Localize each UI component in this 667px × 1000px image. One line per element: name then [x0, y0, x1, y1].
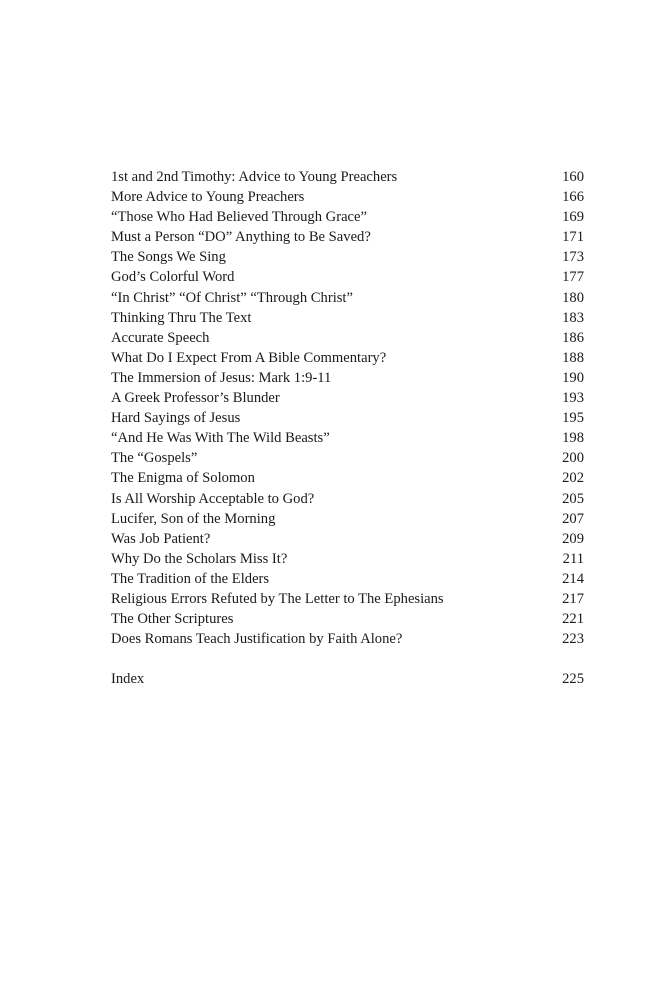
toc-entry	[111, 549, 584, 569]
toc-entry-page: 207	[562, 510, 584, 527]
toc-entry-page: 177	[562, 269, 584, 286]
toc-entry-title: “Those Who Had Believed Through Grace”	[111, 209, 367, 226]
toc-entry-page: 188	[562, 349, 584, 366]
toc-entry-title: Why Do the Scholars Miss It?	[111, 550, 288, 567]
toc-entry-title: God’s Colorful Word	[111, 269, 235, 286]
toc-entry-page: 221	[562, 611, 584, 628]
toc-entry-title: “And He Was With The Wild Beasts”	[111, 430, 330, 447]
toc-entry	[111, 247, 584, 267]
toc-entry-index	[111, 669, 584, 689]
toc-entry-page: 193	[562, 390, 584, 407]
toc-entry	[111, 308, 584, 328]
toc-entry-title: What Do I Expect From A Bible Commentary?	[111, 349, 387, 366]
toc-entry-page: 160	[562, 169, 584, 185]
toc-entry	[111, 489, 584, 509]
toc-entry	[111, 167, 584, 187]
toc-entry-title: Does Romans Teach Justification by Faith Alone?	[111, 631, 403, 648]
table-of-contents	[111, 167, 584, 689]
toc-entry-title: Was Job Patient?	[111, 530, 211, 547]
toc-index-title: Index	[111, 671, 145, 688]
toc-entry-page: 183	[562, 309, 584, 326]
toc-entry	[111, 388, 584, 408]
toc-entry-page: 223	[562, 631, 584, 648]
toc-entry	[111, 428, 584, 448]
toc-entry-title: Lucifer, Son of the Morning	[111, 510, 276, 527]
toc-entry	[111, 569, 584, 589]
toc-entry	[111, 288, 584, 308]
toc-entry	[111, 629, 584, 649]
toc-entry-page: 198	[562, 430, 584, 447]
toc-entry-page: 217	[562, 590, 584, 607]
toc-entry-page: 171	[562, 229, 584, 246]
toc-entry-page: 166	[562, 189, 584, 206]
toc-entry-page: 180	[562, 289, 584, 306]
toc-entry-page: 211	[562, 550, 584, 567]
toc-entry	[111, 448, 584, 468]
toc-entry	[111, 509, 584, 529]
toc-entry-title: Must a Person “DO” Anything to Be Saved?	[111, 229, 371, 246]
toc-entry-title: The Other Scriptures	[111, 611, 234, 628]
toc-entry-page: 214	[562, 570, 584, 587]
toc-entry	[111, 529, 584, 549]
section-spacer	[111, 649, 584, 669]
toc-entry-title: The Immersion of Jesus: Mark 1:9-11	[111, 369, 332, 386]
toc-entry-page: 190	[562, 369, 584, 386]
toc-entry	[111, 328, 584, 348]
toc-entry-title: Thinking Thru The Text	[111, 309, 252, 326]
toc-entry-page: 202	[562, 470, 584, 487]
toc-entry	[111, 348, 584, 368]
toc-entry	[111, 267, 584, 287]
toc-entry	[111, 207, 584, 227]
toc-entry-page: 205	[562, 490, 584, 507]
toc-entry-title: More Advice to Young Preachers	[111, 189, 305, 206]
toc-entry-page: 169	[562, 209, 584, 226]
toc-entry	[111, 187, 584, 207]
toc-entry	[111, 609, 584, 629]
toc-entry-title: Hard Sayings of Jesus	[111, 410, 241, 427]
toc-index-page: 225	[562, 671, 584, 688]
toc-entry-title: 1st and 2nd Timothy: Advice to Young Preachers	[111, 169, 398, 185]
toc-entry-page: 195	[562, 410, 584, 427]
toc-entry	[111, 408, 584, 428]
toc-entry-page: 209	[562, 530, 584, 547]
toc-entry-title: The Enigma of Solomon	[111, 470, 255, 487]
toc-entry	[111, 468, 584, 488]
toc-entry	[111, 227, 584, 247]
toc-entry-title: Religious Errors Refuted by The Letter to The Ephesians	[111, 590, 444, 607]
toc-entry-page: 200	[562, 450, 584, 467]
toc-entry-title: The Songs We Sing	[111, 249, 226, 266]
toc-entry-title: The Tradition of the Elders	[111, 570, 270, 587]
toc-entry	[111, 368, 584, 388]
toc-entry-title: The “Gospels”	[111, 450, 198, 467]
toc-entry-page: 173	[562, 249, 584, 266]
toc-entry-page: 186	[562, 329, 584, 346]
toc-entry-title: Accurate Speech	[111, 329, 210, 346]
toc-entry-title: A Greek Professor’s Blunder	[111, 390, 280, 407]
toc-entry	[111, 589, 584, 609]
toc-entry-title: “In Christ” “Of Christ” “Through Christ”	[111, 289, 353, 306]
toc-entry-title: Is All Worship Acceptable to God?	[111, 490, 315, 507]
